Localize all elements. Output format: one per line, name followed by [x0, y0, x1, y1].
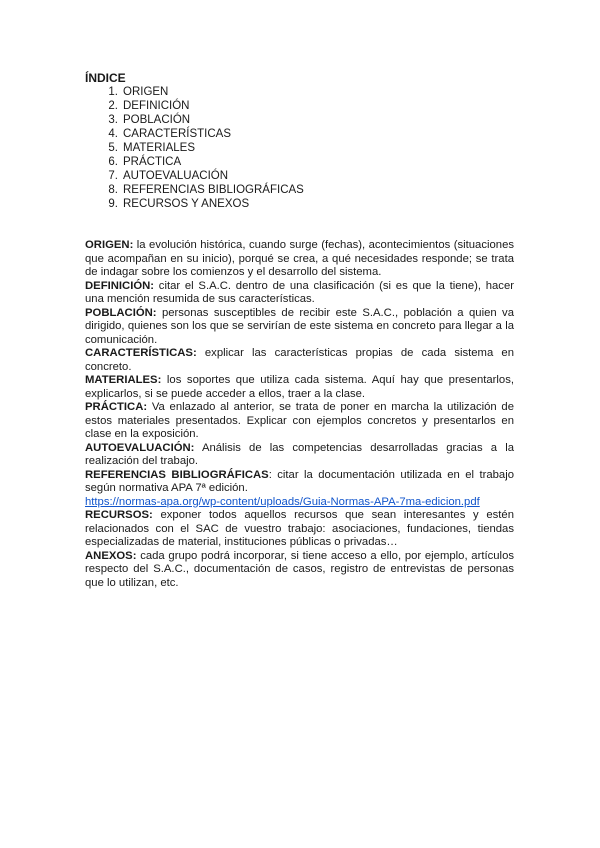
section-heading: ORIGEN:: [85, 239, 134, 251]
section-practica: [85, 401, 514, 442]
section-text: personas susceptibles de recibir este S.A.C., población a quien va dirigido, quienes son los que se servirían de este sistema en concreto para llegar a la comunicación.: [85, 306, 514, 346]
section-text: explicar las características propias de cada sistema en concreto.: [85, 347, 514, 373]
section-definicion: [85, 280, 514, 307]
section-heading: CARACTERÍSTICAS:: [85, 347, 197, 359]
section-recursos: [85, 509, 514, 550]
section-text: Va enlazado al anterior, se trata de poner en marcha la utilización de estos materiales presentados. Explicar con ejemplos concretos y presentarlos en clase en la exposición.: [85, 401, 514, 440]
section-text: la evolución histórica, cuando surge (fechas), acontecimientos (situaciones que acompañan en su inicio), porqué se crea, a qué necesidades responde; se trata de indagar sobre los comienzos y el desarrollo del sistema.: [85, 239, 514, 278]
section-heading: POBLACIÓN:: [85, 306, 157, 319]
index-item: 3. POBLACIÓN: [108, 114, 191, 126]
index-item: 1. ORIGEN: [108, 86, 169, 98]
section-anexos: [85, 550, 514, 591]
index-item: 4. CARACTERÍSTICAS: [108, 128, 231, 140]
index-item: 5. MATERIALES: [108, 142, 195, 154]
section-origen: [85, 239, 514, 280]
section-poblacion: [85, 307, 514, 348]
section-text: citar el S.A.C. dentro de una clasificación (si es que la tiene), hacer una mención resumida de sus características.: [85, 279, 514, 305]
section-materiales: [85, 374, 514, 401]
index-item: 7. AUTOEVALUACIÓN: [108, 170, 229, 182]
section-heading: MATERIALES:: [85, 374, 162, 386]
apa-guide-link[interactable]: https://normas-apa.org/wp-content/uploads/Guia-Normas-APA-7ma-edicion.pdf: [85, 495, 480, 508]
index-item: 6. PRÁCTICA: [108, 156, 182, 168]
section-text: cada grupo podrá incorporar, si tiene acceso a ello, por ejemplo, artículos respecto del S.A.C., documentación de casos, registro de entrevistas de personas que lo utilizan, etc.: [85, 549, 514, 589]
index-list: [85, 85, 515, 211]
index-title: ÍNDICE: [85, 71, 126, 85]
index-item: 8. REFERENCIAS BIBLIOGRÁFICAS: [108, 184, 304, 196]
section-autoevaluacion: [85, 442, 514, 469]
section-heading: AUTOEVALUACIÓN:: [85, 441, 195, 454]
index-item: 2. DEFINICIÓN: [108, 100, 190, 112]
section-heading: REFERENCIAS BIBLIOGRÁFICAS: [85, 468, 269, 481]
section-text: Análisis de las competencias desarrolladas gracias a la realización del trabajo.: [85, 441, 514, 467]
section-referencias: [85, 469, 514, 510]
section-heading: DEFINICIÓN:: [85, 279, 155, 292]
index-item: 9. RECURSOS Y ANEXOS: [108, 198, 250, 210]
section-caracteristicas: [85, 347, 514, 374]
section-heading: PRÁCTICA:: [85, 401, 148, 413]
document-body: [85, 239, 514, 590]
section-heading: RECURSOS:: [85, 509, 153, 521]
section-heading: ANEXOS:: [85, 549, 137, 562]
section-text: : citar la documentación utilizada en el trabajo según normativa APA 7ª edición.: [85, 468, 514, 494]
section-text: los soportes que utiliza cada sistema. Aquí hay que presentarlos, explicarlos, si se puede acceder a ellos, traer a la clase.: [85, 374, 514, 400]
section-text: exponer todos aquellos recursos que sean interesantes y estén relacionados con el SAC de vuestro trabajo: asociaciones, fundaciones, tiendas especializadas de material, instituciones públicas o privadas…: [85, 509, 514, 548]
index-section: [85, 71, 515, 211]
